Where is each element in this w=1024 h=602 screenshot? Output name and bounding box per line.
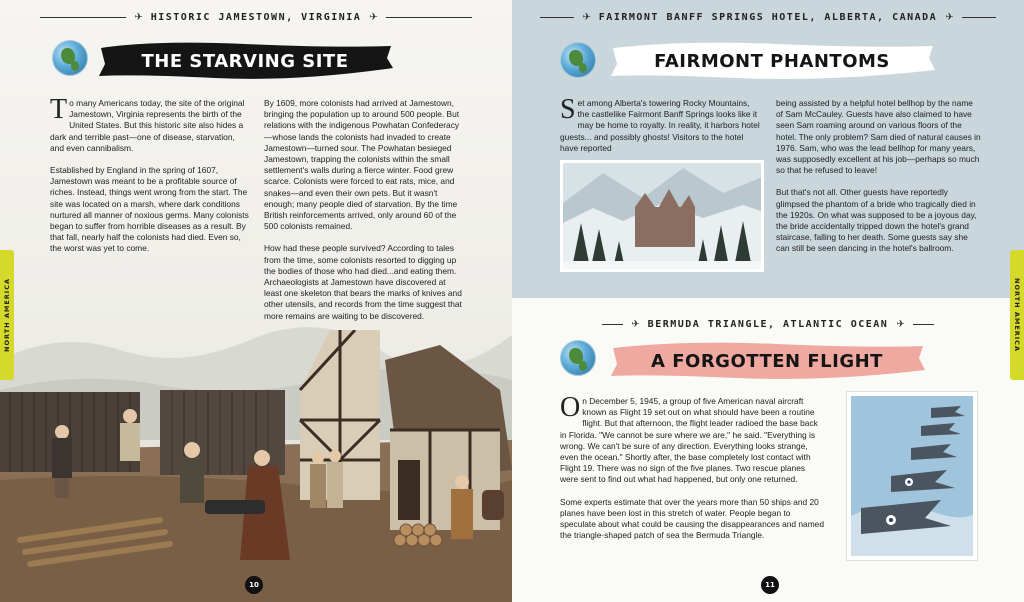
- paragraph: Established by England in the spring of 1607, Jamestown was meant to be a profitable source of riches. Instead, things went wrong from the start. The site was located on a marsh, where dark conditions nurtured all manner of noxious germs. Many colonists began to suffer from horrible diseases as a result. By that fall, nearly half the colonists had died. Even so, the worst was yet to come.: [50, 165, 249, 254]
- paragraph: How had these people survived? According to tales from the time, some colonists resorted to digging up the bodies of those who had died...and eating them. Archaeologists at Jamestown have discovered at least one skeleton that bears the marks of knives and other utensils, and records from the time suggest that more remains are waiting to be discovered.: [264, 243, 462, 321]
- page-number: 10: [245, 576, 263, 594]
- left-column-1: [50, 94, 250, 266]
- paragraph: Some experts estimate that over the years more than 50 ships and 20 planes have been lost in this stretch of water. People began to speculate about what could be causing the disappearances and named the triangle-shaped patch of sea the Bermuda Triangle.: [560, 496, 825, 541]
- drop-cap: O: [560, 392, 581, 423]
- bird-ornament-icon: ✈: [582, 11, 591, 23]
- banff-hotel-illustration: [560, 160, 764, 272]
- section-title-2: A FORGOTTEN FLIGHT: [651, 350, 883, 372]
- paragraph: being assisted by a helpful hotel bellhop by the name of Sam McCauley. Guests have also claimed to have seen Sam roaming around on various floors of the hotel. The only problem? Sam died of natural causes in 1976. Sam, who was the lead bellhop for many years, was supposedly excellent at his job—perhaps so much so that he refused to leave!: [776, 98, 981, 176]
- globe-icon: [560, 42, 596, 78]
- bird-ornament-icon: ✈: [896, 318, 905, 330]
- globe-icon: [52, 40, 88, 76]
- paragraph-text: et among Alberta's towering Rocky Mountains, the castlelike Fairmont Banff Springs looks like it may be home to royalty. In reality, it harbors hotel guests... and possibly ghosts! Visitors to the hotel have reported: [560, 98, 760, 153]
- location-header: [0, 9, 512, 25]
- page-number: 11: [761, 576, 779, 594]
- drop-cap: S: [560, 94, 576, 125]
- location-header-1: [512, 9, 1024, 25]
- side-tab: [1010, 250, 1024, 380]
- side-tab-label: NORTH AMERICA: [1013, 278, 1021, 352]
- bird-ornament-icon: ✈: [134, 11, 143, 23]
- drop-cap: T: [50, 94, 68, 125]
- title-banner: [95, 38, 395, 84]
- paragraph: By 1609, more colonists had arrived at Jamestown, bringing the population up to around 500 people. But relations with the indigenous Powhatan Confederacy—whose lands the colonists had invaded to create Jamestown—turned sour. The Powhatan besieged Jamestown, trapping the colonists within the small settlement's walls during a fierce winter. Food grew scarce. Colonists were forced to eat rats, mice, and snakes—and even their own pets. But it wasn't enough; many people died of starvation. By the time British reinforcements arrived, only around 60 of the 500 colonists remained.: [264, 98, 460, 232]
- title-banner-1: [607, 38, 937, 84]
- bird-ornament-icon: ✈: [369, 11, 378, 23]
- flight-19-illustration: [847, 392, 977, 560]
- paragraph-text: n December 5, 1945, a group of five American naval aircraft known as Flight 19 set out on what should have been a routine flight. But that afternoon, the flight leader radioed the base back in Florida. "We cannot be sure where we are," he said. "Everything is wrong. We can't be sure of any direction. Everything looks strange, even the ocean." Shortly after, the base completely lost contact with Flight 19. There was no sign of the five planes. Two rescue planes were sent to find out what had happened, but only one returned.: [560, 396, 818, 485]
- right-column-2: [776, 98, 981, 266]
- location-header-2: [512, 316, 1024, 332]
- paragraph-text: o many Americans today, the site of the original Jamestown, Virginia represents the birth of the United States. But this historic site also hides a dark and terrible past—one of disease, starvation, and even cannibalism.: [50, 98, 245, 153]
- bird-ornament-icon: ✈: [631, 318, 640, 330]
- right-page: [512, 0, 1024, 602]
- right-column-1: [560, 94, 760, 165]
- location-header-text: BERMUDA TRIANGLE, ATLANTIC OCEAN: [647, 318, 889, 330]
- paragraph: [560, 94, 760, 154]
- location-header-text: FAIRMONT BANFF SPRINGS HOTEL, ALBERTA, CANADA: [598, 11, 938, 23]
- page-title: THE STARVING SITE: [141, 50, 349, 72]
- jamestown-illustration: [0, 330, 512, 602]
- section-title-1: FAIRMONT PHANTOMS: [654, 50, 890, 72]
- paragraph: [560, 392, 824, 486]
- location-header-text: HISTORIC JAMESTOWN, VIRGINIA: [150, 11, 362, 23]
- title-banner-2: [607, 338, 927, 384]
- bird-ornament-icon: ✈: [945, 11, 954, 23]
- globe-icon: [560, 340, 596, 376]
- paragraph: [50, 94, 250, 154]
- paragraph: But that's not all. Other guests have reportedly glimpsed the phantom of a bride who tragically died in the 1920s. On what was supposed to be a joyous day, the bride accidentally tripped down the hotel's grand staircase, falling to her death. Some guests say she can still be seen dancing in the hotel's ballroom.: [776, 187, 977, 254]
- right-column-3: [560, 392, 825, 552]
- left-column-2: [264, 98, 464, 333]
- side-tab-label: NORTH AMERICA: [3, 278, 11, 352]
